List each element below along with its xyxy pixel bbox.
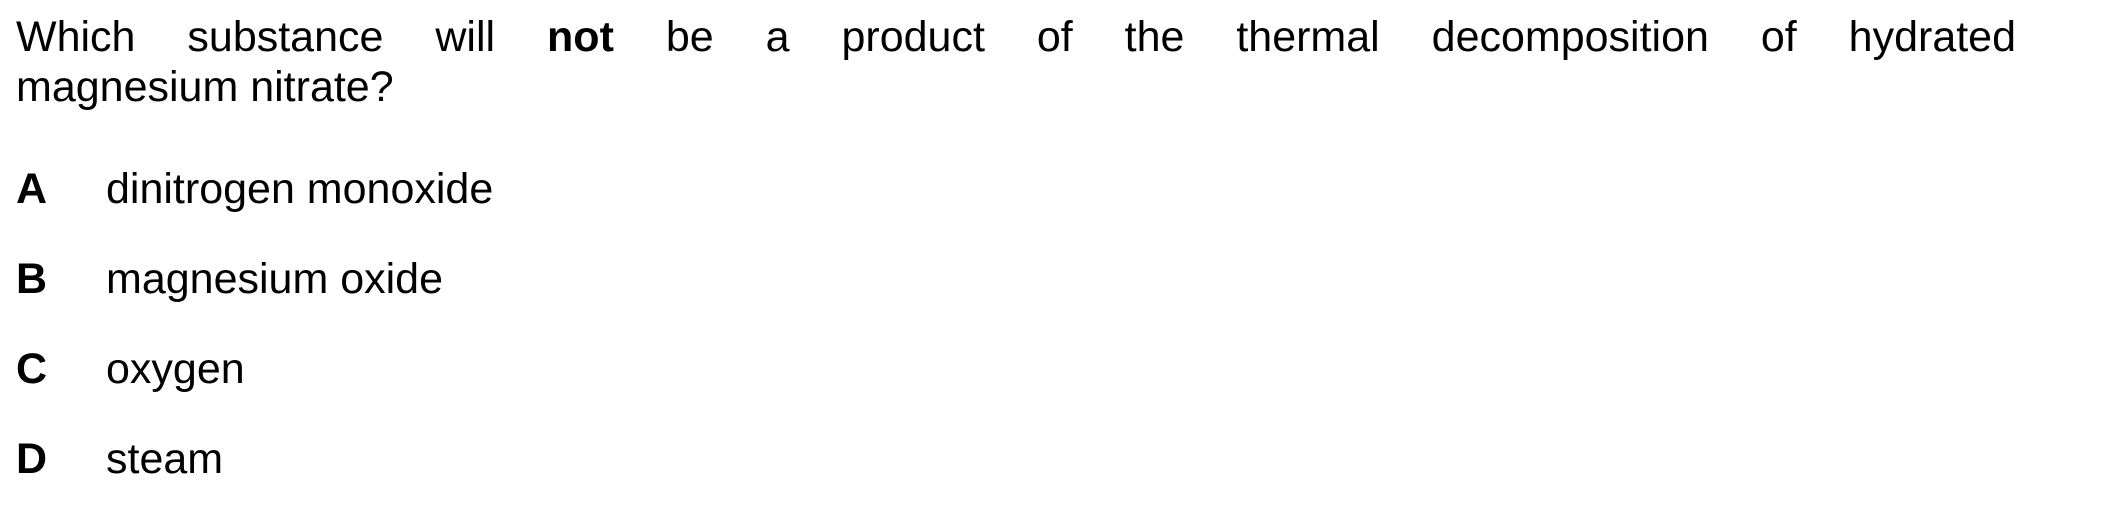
question-text-end: be a product of the thermal decomposition of hydrated <box>665 13 2017 61</box>
option-text: oxygen <box>106 345 245 393</box>
option-letter: B <box>16 255 48 303</box>
option-text: magnesium oxide <box>106 255 444 303</box>
option-letter: D <box>16 435 48 483</box>
question-line-2: magnesium nitrate? <box>16 63 394 111</box>
option-text: steam <box>106 435 224 483</box>
question-stem <box>16 12 2016 112</box>
option-letter: A <box>16 165 48 213</box>
question-text-start: Which substance will <box>16 13 496 61</box>
question-emphasis: not <box>547 13 614 61</box>
option-text: dinitrogen monoxide <box>106 165 494 213</box>
question-line-1 <box>16 12 2016 62</box>
option-letter: C <box>16 345 48 393</box>
